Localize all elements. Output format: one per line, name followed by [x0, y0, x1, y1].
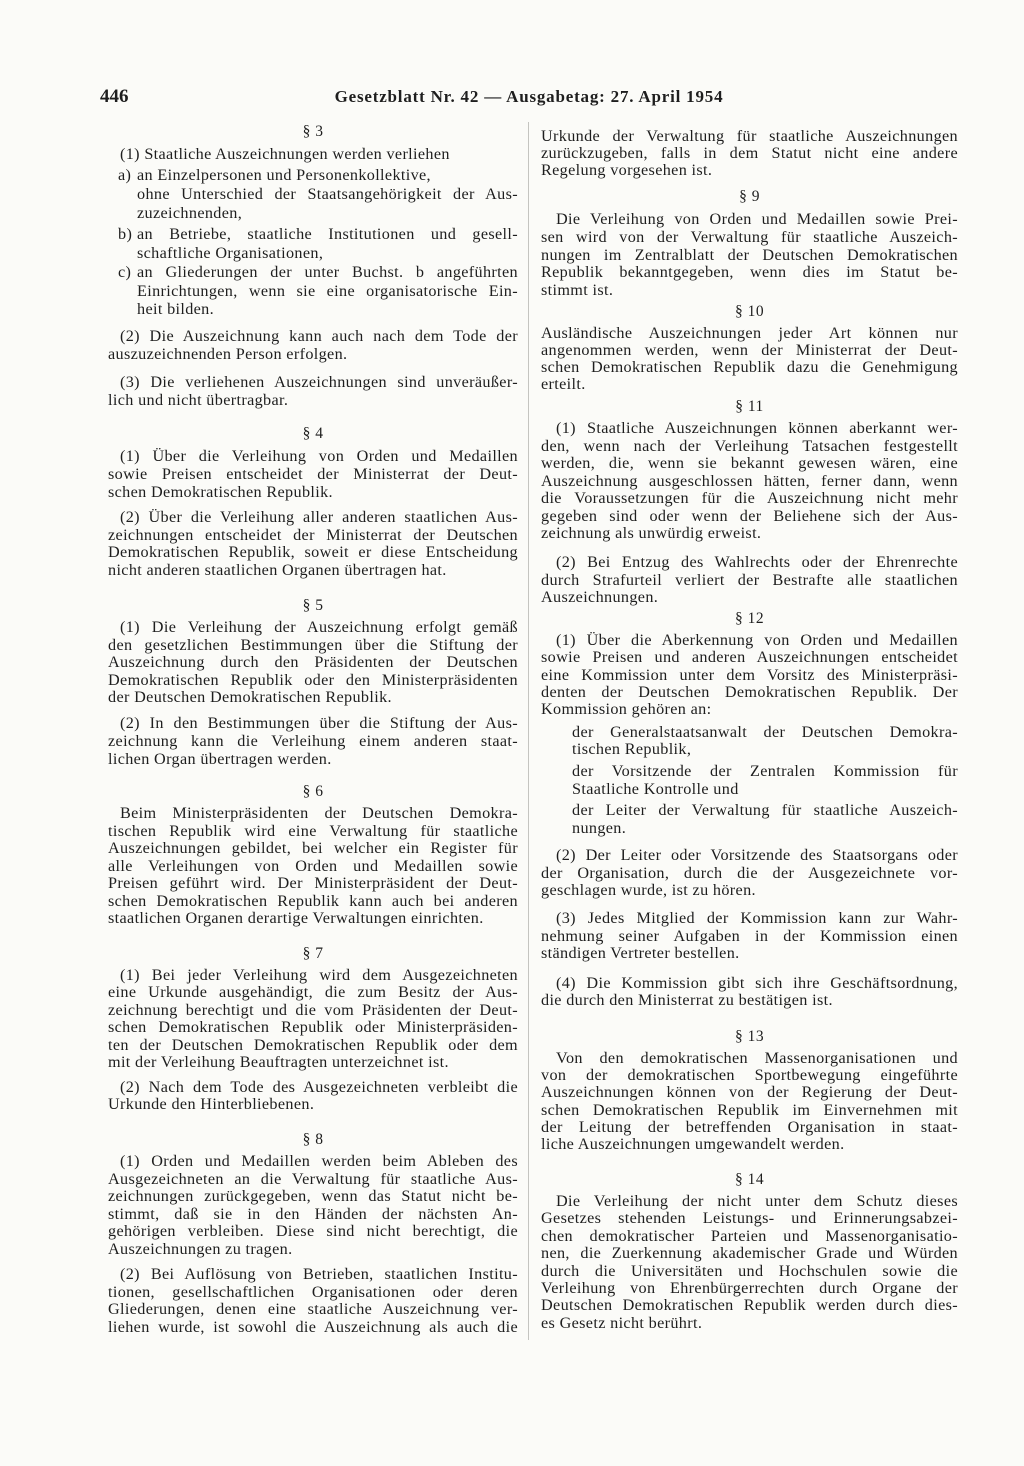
section-9-paragraph-1 [541, 211, 958, 300]
text-line: der Organisation, durch die der Ausgezeichnete vor- [541, 863, 958, 882]
text-line: nehmung seiner Aufgaben in der Kommission einen [541, 926, 958, 945]
section-13-paragraph-1 [541, 1050, 958, 1153]
section-5-paragraph-2 [108, 714, 518, 768]
text-line: schen Demokratischen Republik kann auch bei anderen [108, 891, 518, 910]
text-line: sowie Preisen entscheidet der Ministerrat der Deut- [108, 465, 518, 483]
text-line: tischen Republik wird eine Verwaltung für staatliche [108, 821, 518, 840]
section-11-heading: § 11 [735, 398, 764, 415]
text-line: Gliederungen, denen eine staatliche Auszeichnung ver- [108, 1300, 518, 1319]
text-line: der Deutschen Demokratischen Republik. [108, 688, 392, 706]
text-line: (2) Der Leiter oder Vorsitzende des Staatsorgans oder [556, 846, 958, 864]
text-line: zeichnungen entscheidet der Ministerrat der Deutschen [108, 525, 518, 544]
text-line: geschlagen wurde, ist zu hören. [541, 881, 756, 899]
section-9-heading: § 9 [739, 188, 760, 205]
text-line: (2) In den Bestimmungen über die Stiftung der Aus- [120, 714, 518, 732]
text-line: stimmt ist. [541, 281, 614, 299]
text-line: Die Verleihung der nicht unter dem Schutz dieses [556, 1192, 958, 1210]
text-line: (2) Bei Auflösung von Betrieben, staatlichen Institu- [120, 1265, 518, 1283]
text-line: Von den demokratischen Massenorganisationen und [556, 1049, 958, 1067]
text-line: an Einzelpersonen und Personenkollektive, [137, 166, 431, 184]
item-text [137, 263, 518, 319]
text-line: schen Demokratischen Republik im Einvernehmen mit [541, 1100, 958, 1119]
text-line: (4) Die Kommission gibt sich ihre Geschäftsordnung, [556, 974, 958, 992]
text-line: an Betriebe, staatliche Institutionen und gesell- [137, 225, 518, 243]
text-line: lichen Organ übertragen werden. [108, 750, 332, 768]
section-5-heading: § 5 [302, 597, 324, 614]
text-line: nicht anderen staatlichen Organen übertragen hat. [108, 561, 447, 580]
text-line: tischen Republik, [572, 740, 692, 758]
text-line: mit der Verleihung Beauftragten unterzeichnet ist. [108, 1053, 449, 1072]
text-line: eine Urkunde ausgehändigt, die zum Besitz der Aus- [108, 983, 518, 1002]
section-8-heading: § 8 [302, 1131, 324, 1148]
text-line: (2) Die Auszeichnung kann auch nach dem Tode der [120, 327, 518, 345]
text-line: der Vorsitzende der Zentralen Kommission für [572, 762, 958, 780]
text-line: nungen. [572, 819, 627, 837]
text-line: (1) Die Verleihung der Auszeichnung erfolgt gemäß [120, 618, 518, 636]
text-line: zuzeichnenden, [137, 204, 243, 222]
section-6-heading: § 6 [302, 783, 324, 800]
text-line: (1) Über die Aberkennung von Orden und Medaillen [556, 631, 958, 649]
text-line: Republik bekanntgegeben, wenn dies im Statut be- [541, 263, 958, 282]
section-7-heading: § 7 [302, 945, 324, 962]
section-12-paragraph-3 [541, 910, 958, 963]
text-line: Ausgezeichneten an die Verwaltung für staatliche Aus- [108, 1169, 518, 1188]
text-line: auszuzeichnenden Person erfolgen. [108, 345, 348, 363]
text-line: (2) Über die Verleihung aller anderen staatlichen Aus- [120, 508, 518, 526]
text-line: (1) Orden und Medaillen werden beim Ableben des [120, 1152, 518, 1170]
text-line: (1) Über die Verleihung von Orden und Medaillen [120, 447, 518, 465]
text-line: denten der Deutschen Demokratischen Republik. Der [541, 682, 958, 701]
section-8-paragraph-2 [108, 1266, 518, 1337]
text-line: werden, die, wenn sie bekannt gewesen wären, eine [541, 454, 958, 472]
section-4-paragraph-1 [108, 447, 518, 501]
text-line: den gesetzlichen Bestimmungen über die Stiftung der [108, 635, 518, 654]
section-14-heading: § 14 [734, 1171, 765, 1188]
section-8-paragraph-1 [108, 1153, 518, 1259]
text-line: lich und nicht übertragbar. [108, 391, 289, 409]
text-line: Auszeichnungen gebildet, bei welcher ein Register für [108, 839, 518, 857]
section-14-paragraph-1 [541, 1193, 958, 1332]
text-line: die Voraussetzungen für die Auszeichnung nicht mehr [541, 489, 958, 507]
text-line: staatlichen Organen derartige Verwaltungen einrichten. [108, 909, 484, 927]
text-line: zeichnung berechtigt und die vom Präsidenten der Deut- [108, 1000, 518, 1019]
text-line: liehen wurde, ist sowohl die Auszeichnung als auch die [108, 1318, 518, 1337]
text-line: (2) Nach dem Tode des Ausgezeichneten verbleibt die [120, 1078, 518, 1096]
text-line: durch Strafurteil verliert der Bestrafte alle staatlichen [541, 570, 958, 589]
section-4-heading: § 4 [302, 425, 324, 442]
text-line: (2) Bei Entzug des Wahlrechts oder der Ehrenrechte [556, 553, 958, 571]
text-line: (1) Staatliche Auszeichnungen können aberkannt wer- [556, 419, 958, 437]
text-line: Beim Ministerpräsidenten der Deutschen Demokra- [120, 804, 518, 822]
text-line: gegeben sind oder wenn der Beliehene sich der Aus- [541, 506, 958, 525]
text-line: nungen im Zentralblatt der Deutschen Demokratischen [541, 245, 958, 264]
gazette-title: Gesetzblatt Nr. 42 — Ausgabetag: 27. April 1954 [334, 87, 724, 106]
text-line: alle Verleihungen von Orden und Medaillen sowie [108, 856, 518, 875]
text-line: Verleihung von Ehrenbürgerrechten durch Organe der [541, 1279, 958, 1298]
section-13-heading: § 13 [734, 1028, 765, 1045]
text-line: der Leitung der betreffenden Organisation in staat- [541, 1117, 958, 1136]
section-12-paragraph-2 [541, 847, 958, 900]
text-line: der Generalstaatsanwalt der Deutschen Demokra- [572, 723, 958, 741]
text-line: Auszeichnung ausgeschlossen hätten, ferner dann, wenn [541, 471, 958, 490]
text-line: chen demokratischer Parteien und Massenorganisatio- [541, 1226, 958, 1245]
text-line: Gesetzes stehenden Leistungs- und Erinnerungsabzei- [541, 1209, 958, 1228]
section-12-heading: § 12 [734, 610, 765, 627]
section-3-paragraph-2 [108, 327, 518, 363]
text-line: Urkunde der Verwaltung für staatliche Auszeichnungen [541, 127, 958, 145]
text-line: schen Demokratischen Republik. [108, 483, 333, 501]
text-line: (3) Die verliehenen Auszeichnungen sind unveräußer- [120, 373, 518, 391]
text-line: ten der Deutschen Demokratischen Republik oder dem [108, 1035, 518, 1054]
text-line: von der demokratischen Sportbewegung eingeführte [541, 1066, 958, 1085]
text-line: (1) Bei jeder Verleihung wird dem Ausgezeichneten [120, 966, 518, 984]
section-10-paragraph-1 [541, 325, 958, 393]
text-line: Preisen geführt wird. Der Ministerpräsident der Deut- [108, 874, 518, 892]
text-line: Kommission gehören an: [541, 700, 712, 718]
section-12-paragraph-1 [541, 632, 958, 718]
section-7-paragraph-1 [108, 967, 518, 1071]
text-line: liche Auszeichnungen umgewandelt werden. [541, 1135, 845, 1154]
text-line: zeichnung kann die Verleihung einem anderen staat- [108, 732, 518, 750]
text-line: der Leiter der Verwaltung für staatliche Auszeich- [572, 801, 958, 819]
text-line: zurückzugeben, falls in dem Statut nicht eine andere [541, 144, 958, 162]
text-line: Die Verleihung von Orden und Medaillen sowie Prei- [556, 210, 958, 228]
section-12-paragraph-4 [541, 975, 958, 1009]
commission-member-2 [572, 762, 958, 798]
text-line: stimmt, daß sie in den Händen der nächsten An- [108, 1204, 518, 1223]
text-line: zeichnungen zurückgegeben, wenn das Statut nicht be- [108, 1187, 518, 1206]
text-line: eine Kommission unter dem Vorsitz des Ministerpräsi- [541, 665, 958, 684]
text-line: an Gliederungen der unter Buchst. b angeführten [137, 263, 518, 281]
item-label: a) [118, 166, 132, 184]
section-11-paragraph-2 [541, 554, 958, 607]
section-3-item-a [108, 166, 518, 223]
section-3-heading: § 3 [302, 123, 324, 140]
text-line: Staatliche Kontrolle und [572, 780, 739, 798]
commission-member-3 [572, 801, 958, 837]
commission-member-1 [572, 724, 958, 758]
column-divider [528, 122, 529, 1340]
text-line: (3) Jedes Mitglied der Kommission kann zur Wahr- [556, 909, 958, 927]
section-3-paragraph-3 [108, 373, 518, 409]
section-11-paragraph-1 [541, 420, 958, 543]
section-5-paragraph-1 [108, 619, 518, 707]
item-text [137, 225, 518, 262]
text-line: Urkunde den Hinterbliebenen. [108, 1095, 315, 1113]
text-line: heit bilden. [137, 300, 215, 318]
section-10-heading: § 10 [734, 303, 765, 320]
section-4-paragraph-2 [108, 509, 518, 580]
text-line: Auszeichnungen. [541, 588, 659, 606]
section-3-paragraph-1 [108, 146, 518, 164]
text-line: sen wird von der Verwaltung für staatliche Auszeich- [541, 227, 958, 246]
text-line: Auszeichnungen zu tragen. [108, 1239, 293, 1258]
text-line: Einrichtungen, wenn sie eine organisatorische Ein- [137, 281, 518, 300]
text-line: Regelung vorgesehen ist. [541, 161, 713, 179]
text-line: gehörigen verbleiben. Diese sind nicht berechtigt, die [108, 1222, 518, 1241]
section-3-item-c [108, 263, 518, 319]
text-line: angenommen werden, wenn der Ministerrat der Deut- [541, 341, 958, 359]
item-label: c) [118, 263, 132, 281]
text-line: Demokratischen Republik, soweit er diese Entscheidung [108, 543, 518, 562]
text-line: nen, die Zuerkennung akademischer Grade und Würden [541, 1244, 958, 1263]
text-line: die durch den Ministerrat zu bestätigen ist. [541, 991, 833, 1009]
text-line: durch die Universitäten und Hochschulen sowie die [541, 1261, 958, 1280]
text-line: es Gesetz nicht berührt. [541, 1313, 703, 1332]
page-number: 446 [100, 86, 129, 107]
text-line: schen Demokratischen Republik oder Ministerpräsiden- [108, 1018, 518, 1037]
text-line: erteilt. [541, 375, 586, 393]
text-line: schaftliche Organisationen, [137, 243, 324, 262]
section-7-paragraph-2 [108, 1079, 518, 1113]
text-line: Demokratischen Republik oder den Ministerpräsidenten [108, 670, 518, 689]
item-label: b) [118, 225, 133, 243]
text-line: ohne Unterschied der Staatsangehörigkeit der Aus- [137, 185, 518, 203]
text-line: Auszeichnungen können von der Regierung der Deut- [541, 1083, 958, 1102]
text-line: Ausländische Auszeichnungen jeder Art können nur [541, 324, 958, 342]
text-line: ständigen Vertreter bestellen. [541, 944, 740, 962]
text-line: sowie Preisen und anderen Auszeichnungen entscheidet [541, 648, 958, 667]
text-line: zeichnung als unwürdig erweist. [541, 524, 762, 542]
item-text [137, 166, 518, 223]
section-8-paragraph-2-continued [541, 128, 958, 179]
section-6-paragraph-1 [108, 805, 518, 928]
text-line: (1) Staatliche Auszeichnungen werden verliehen [120, 145, 450, 163]
text-line: Auszeichnung durch den Präsidenten der Deutschen [108, 653, 518, 671]
text-line: tionen, gesellschaftlichen Organisationen oder deren [108, 1282, 518, 1301]
text-line: den, wenn nach der Verleihung Tatsachen festgestellt [541, 436, 958, 455]
text-line: schen Demokratischen Republik dazu die Genehmigung [541, 358, 958, 376]
text-line: Deutschen Demokratischen Republik werden durch dies- [541, 1296, 958, 1315]
section-3-item-b [108, 225, 518, 262]
